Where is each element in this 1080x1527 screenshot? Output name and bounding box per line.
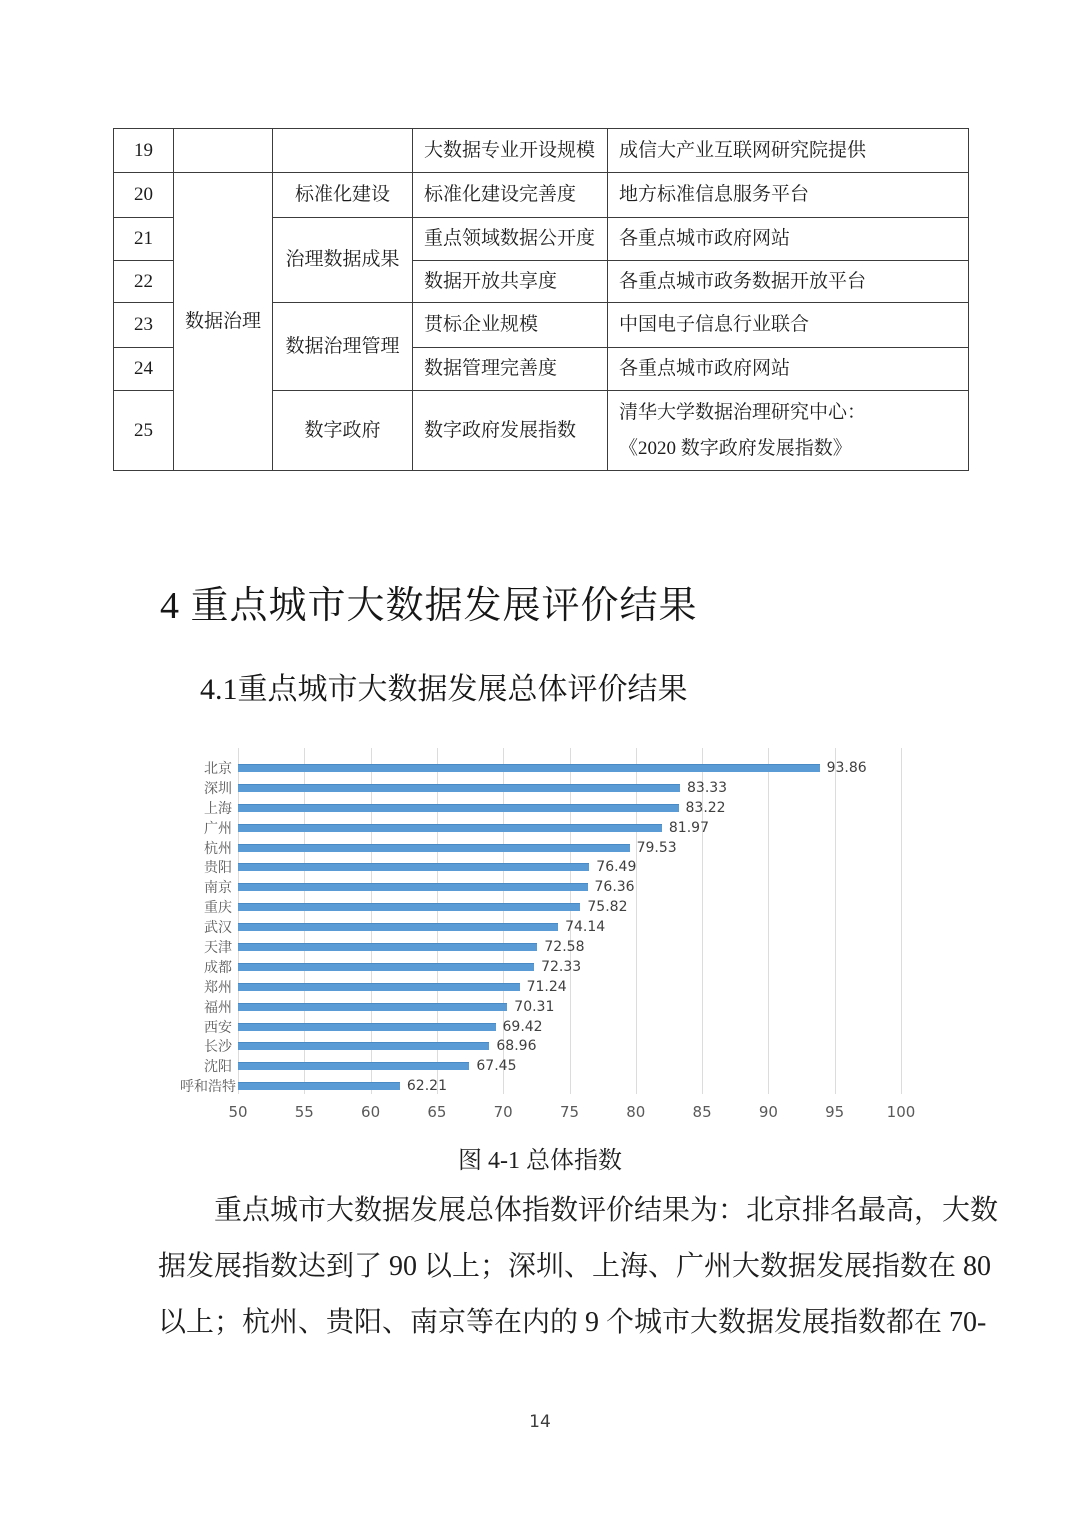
bar bbox=[238, 784, 680, 792]
table-row bbox=[114, 129, 969, 173]
indicator-cell: 数据开放共享度 bbox=[413, 261, 608, 303]
page-number: 14 bbox=[529, 1412, 551, 1432]
x-axis-tick-label: 95 bbox=[825, 1103, 845, 1121]
subsection-heading: 4.1重点城市大数据发展总体评价结果 bbox=[200, 673, 688, 706]
source-cell: 地方标准信息服务平台 bbox=[608, 173, 969, 218]
subcategory-cell: 标准化建设 bbox=[273, 173, 413, 218]
paragraph-line: 以上；杭州、贵阳、南京等在内的 9 个城市大数据发展指数都在 70- bbox=[158, 1307, 987, 1338]
bar bbox=[238, 863, 589, 871]
category-label: 成都 bbox=[204, 959, 232, 976]
x-axis-tick-label: 70 bbox=[493, 1103, 513, 1121]
chart-bar-row bbox=[180, 818, 970, 838]
subcategory-cell: 数字政府 bbox=[273, 391, 413, 471]
indicator-table bbox=[113, 128, 969, 471]
value-label: 71.24 bbox=[526, 978, 567, 995]
chart-bar-row bbox=[180, 957, 970, 977]
figure-caption: 图 4-1 总体指数 bbox=[458, 1148, 622, 1174]
bar bbox=[238, 824, 662, 832]
x-axis-tick-label: 85 bbox=[692, 1103, 712, 1121]
source-cell bbox=[608, 391, 969, 471]
bar bbox=[238, 1003, 507, 1011]
category-label: 杭州 bbox=[204, 840, 232, 857]
x-axis-tick-label: 80 bbox=[626, 1103, 646, 1121]
value-label: 72.33 bbox=[541, 958, 582, 975]
chart-bar-row bbox=[180, 937, 970, 957]
chart-bar-row bbox=[180, 977, 970, 997]
value-label: 62.21 bbox=[406, 1078, 447, 1095]
value-label: 79.53 bbox=[636, 839, 677, 856]
x-axis-tick-label: 90 bbox=[758, 1103, 778, 1121]
bar bbox=[238, 1042, 489, 1050]
row-number: 20 bbox=[114, 173, 174, 218]
chart-bar-row bbox=[180, 1076, 970, 1096]
category-label: 广州 bbox=[204, 820, 232, 837]
body-paragraph bbox=[158, 1194, 999, 1362]
bar bbox=[238, 1023, 496, 1031]
bar bbox=[238, 1082, 400, 1090]
bar bbox=[238, 983, 520, 991]
value-label: 74.14 bbox=[565, 919, 606, 936]
bar bbox=[238, 764, 820, 772]
bar bbox=[238, 903, 580, 911]
row-number: 21 bbox=[114, 218, 174, 261]
category-label: 北京 bbox=[204, 760, 232, 777]
chart-bar-row bbox=[180, 758, 970, 778]
bar-chart bbox=[180, 748, 970, 1138]
chart-bar-row bbox=[180, 1056, 970, 1076]
chart-bar-row bbox=[180, 798, 970, 818]
subcategory-cell-empty bbox=[273, 129, 413, 173]
indicator-cell: 数据管理完善度 bbox=[413, 348, 608, 391]
chart-bar-row bbox=[180, 877, 970, 897]
indicator-cell: 大数据专业开设规模 bbox=[413, 129, 608, 173]
source-line-1: 清华大学数据治理研究中心： bbox=[619, 401, 867, 423]
x-axis-tick-label: 60 bbox=[361, 1103, 381, 1121]
source-line-2: 《2020 数字政府发展指数》 bbox=[619, 437, 852, 459]
value-label: 72.58 bbox=[544, 938, 585, 955]
chart-bar-row bbox=[180, 897, 970, 917]
category-label: 郑州 bbox=[204, 979, 232, 996]
category-label: 贵阳 bbox=[204, 860, 232, 877]
chart-x-axis bbox=[228, 1103, 916, 1125]
category-cell: 数据治理 bbox=[174, 173, 273, 471]
bar bbox=[238, 804, 679, 812]
category-cell-empty bbox=[174, 129, 273, 173]
indicator-cell: 标准化建设完善度 bbox=[413, 173, 608, 218]
value-label: 81.97 bbox=[668, 819, 709, 836]
category-label: 福州 bbox=[204, 999, 232, 1016]
chart-bar-row bbox=[180, 917, 970, 937]
value-label: 83.22 bbox=[685, 799, 726, 816]
chart-rows bbox=[180, 758, 970, 1096]
indicator-cell: 重点领域数据公开度 bbox=[413, 218, 608, 261]
category-label: 长沙 bbox=[204, 1039, 232, 1056]
bar bbox=[238, 943, 537, 951]
category-label: 呼和浩特 bbox=[180, 1079, 236, 1096]
chart-bar-row bbox=[180, 997, 970, 1017]
chart-bar-row bbox=[180, 1036, 970, 1056]
category-label: 天津 bbox=[204, 939, 232, 956]
chart-bar-row bbox=[180, 1017, 970, 1037]
value-label: 69.42 bbox=[502, 1018, 543, 1035]
category-label: 西安 bbox=[204, 1019, 232, 1036]
bar bbox=[238, 844, 630, 852]
x-axis-tick-label: 55 bbox=[294, 1103, 314, 1121]
value-label: 67.45 bbox=[476, 1058, 517, 1075]
chart-bar-row bbox=[180, 857, 970, 877]
chart-bar-row bbox=[180, 838, 970, 858]
table-row bbox=[114, 173, 969, 218]
bar bbox=[238, 923, 558, 931]
bar bbox=[238, 1062, 469, 1070]
row-number: 24 bbox=[114, 348, 174, 391]
x-axis-tick-label: 50 bbox=[228, 1103, 248, 1121]
paragraph-line: 重点城市大数据发展总体指数评价结果为：北京排名最高，大数 bbox=[214, 1195, 999, 1226]
source-cell: 成信大产业互联网研究院提供 bbox=[608, 129, 969, 173]
value-label: 76.36 bbox=[594, 879, 635, 896]
value-label: 75.82 bbox=[587, 899, 628, 916]
x-axis-tick-label: 65 bbox=[427, 1103, 447, 1121]
source-cell: 各重点城市政府网站 bbox=[608, 218, 969, 261]
chart-bar-row bbox=[180, 778, 970, 798]
category-label: 深圳 bbox=[204, 780, 232, 797]
value-label: 68.96 bbox=[496, 1038, 537, 1055]
category-label: 南京 bbox=[204, 880, 232, 897]
section-heading: 4 重点城市大数据发展评价结果 bbox=[160, 585, 698, 627]
bar bbox=[238, 883, 588, 891]
value-label: 76.49 bbox=[596, 859, 637, 876]
category-label: 重庆 bbox=[204, 900, 232, 917]
source-cell: 中国电子信息行业联合 bbox=[608, 303, 969, 348]
category-label: 武汉 bbox=[204, 920, 232, 937]
value-label: 93.86 bbox=[826, 759, 867, 776]
subcategory-cell: 数据治理管理 bbox=[273, 303, 413, 391]
row-number: 23 bbox=[114, 303, 174, 348]
indicator-cell: 贯标企业规模 bbox=[413, 303, 608, 348]
paragraph-line: 据发展指数达到了 90 以上；深圳、上海、广州大数据发展指数在 80 bbox=[158, 1251, 992, 1282]
source-cell: 各重点城市政务数据开放平台 bbox=[608, 261, 969, 303]
category-label: 沈阳 bbox=[204, 1059, 232, 1076]
category-label: 上海 bbox=[204, 800, 232, 817]
x-axis-tick-label: 75 bbox=[559, 1103, 580, 1121]
row-number: 19 bbox=[114, 129, 174, 173]
row-number: 22 bbox=[114, 261, 174, 303]
indicator-cell: 数字政府发展指数 bbox=[413, 391, 608, 471]
subcategory-cell: 治理数据成果 bbox=[273, 218, 413, 303]
value-label: 83.33 bbox=[687, 779, 728, 796]
source-cell: 各重点城市政府网站 bbox=[608, 348, 969, 391]
bar bbox=[238, 963, 534, 971]
row-number: 25 bbox=[114, 391, 174, 471]
value-label: 70.31 bbox=[514, 998, 555, 1015]
x-axis-tick-label: 100 bbox=[886, 1103, 916, 1121]
